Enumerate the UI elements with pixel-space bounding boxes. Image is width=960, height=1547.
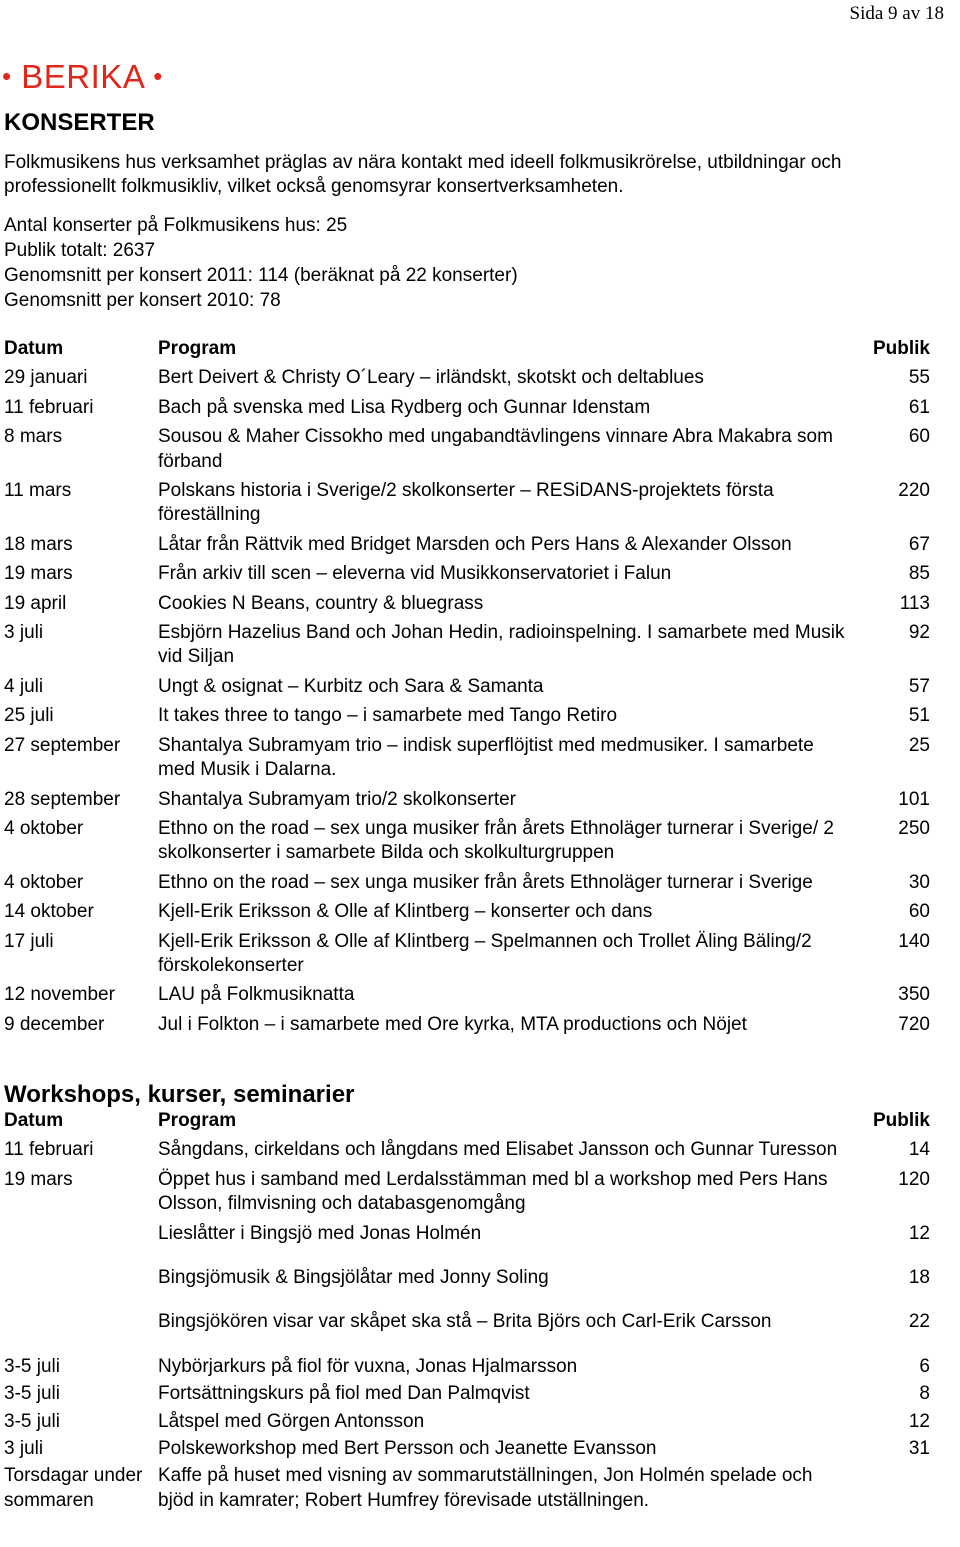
- table-row: [4, 1310, 930, 1354]
- table-row: [4, 1138, 930, 1167]
- table-row: [4, 900, 930, 929]
- row-date: 11 mars: [4, 480, 72, 502]
- row-audience: 60: [908, 426, 930, 448]
- row-date: [4, 1310, 158, 1354]
- row-date: 3-5 juli: [4, 1383, 60, 1405]
- row-date: 14 oktober: [4, 901, 94, 923]
- row-audience: 92: [908, 622, 930, 644]
- row-program: Jul i Folkton – i samarbete med Ore kyrka, MTA productions och Nöjet: [158, 1013, 747, 1035]
- row-audience: 720: [898, 1013, 930, 1035]
- column-header-program: Program: [158, 1110, 237, 1131]
- row-date: 3 juli: [4, 622, 44, 644]
- table-row: [4, 734, 930, 788]
- row-program: Ungt & osignat – Kurbitz och Sara & Samanta: [158, 675, 544, 697]
- table-row: [4, 788, 930, 817]
- row-audience: 57: [908, 675, 930, 697]
- table-row: [4, 1168, 930, 1222]
- row-audience: 67: [908, 533, 930, 555]
- row-program: Fortsättningskurs på fiol med Dan Palmqvist: [158, 1383, 530, 1405]
- row-program: Cookies N Beans, country & bluegrass: [158, 592, 484, 614]
- row-program: Låtspel med Görgen Antonsson: [158, 1410, 425, 1432]
- row-program: Polskans historia i Sverige/2 skolkonserter – RESiDANS-projektets första föreställning: [158, 480, 774, 526]
- concerts-table: [4, 337, 930, 1042]
- row-audience: 140: [898, 930, 930, 952]
- row-audience: 101: [898, 788, 930, 810]
- column-header-audience: Publik: [872, 338, 930, 359]
- column-header-program: Program: [158, 338, 237, 359]
- stats-list: [4, 213, 518, 313]
- row-audience: 120: [898, 1168, 930, 1190]
- row-program: Bingsjökören visar var skåpet ska stå – Brita Björs och Carl-Erik Carsson: [158, 1311, 772, 1333]
- row-program: Kaffe på huset med visning av sommarutställningen, Jon Holmén spelade och bjöd in kamrater; Robert Humfrey förevisade utställningen.: [158, 1465, 813, 1511]
- row-date: 18 mars: [4, 533, 73, 555]
- row-audience: 12: [908, 1222, 930, 1244]
- table-row: [4, 704, 930, 733]
- row-program: LAU på Folkmusiknatta: [158, 984, 355, 1006]
- row-audience: [850, 1464, 930, 1518]
- row-program: Kjell-Erik Eriksson & Olle af Klintberg – konserter och dans: [158, 901, 653, 923]
- table-row: [4, 871, 930, 900]
- column-header-audience: Publik: [872, 1110, 930, 1131]
- table-row: [4, 1013, 930, 1042]
- row-date: 19 mars: [4, 563, 73, 585]
- workshops-heading: Workshops, kurser, seminarier: [4, 1081, 355, 1108]
- row-audience: 220: [898, 480, 930, 502]
- row-program: Öppet hus i samband med Lerdalsstämman med bl a workshop med Pers Hans Olsson, filmvisning och databasgenomgång: [158, 1168, 828, 1215]
- row-audience: 14: [908, 1139, 930, 1161]
- bullet-icon: •: [153, 61, 163, 91]
- stat-line: Genomsnitt per konsert 2011: 114 (beräknat på 22 konserter): [4, 265, 518, 286]
- table-row: [4, 562, 930, 591]
- row-program: Ethno on the road – sex unga musiker från årets Ethnoläger turnerar i Sverige/ 2 skolkonserter i samarbete Bilda och skolkulturgruppen: [158, 817, 834, 864]
- stat-line: Genomsnitt per konsert 2010: 78: [4, 290, 281, 311]
- row-date: [4, 1266, 158, 1310]
- row-audience: 350: [898, 984, 930, 1006]
- row-program: Ethno on the road – sex unga musiker från årets Ethnoläger turnerar i Sverige: [158, 871, 813, 893]
- table-row: [4, 983, 930, 1012]
- row-audience: 30: [908, 871, 930, 893]
- row-audience: 51: [908, 705, 930, 727]
- section-brand-heading: [2, 58, 163, 96]
- row-date: 28 september: [4, 788, 121, 810]
- table-row: [4, 1464, 930, 1518]
- row-program: It takes three to tango – i samarbete med Tango Retiro: [158, 705, 618, 727]
- table-row: [4, 1222, 930, 1266]
- row-date: 3 juli: [4, 1438, 44, 1460]
- bullet-icon: •: [2, 61, 12, 91]
- row-program: Sångdans, cirkeldans och långdans med Elisabet Jansson och Gunnar Turesson: [158, 1139, 838, 1161]
- row-date: [4, 1222, 158, 1266]
- row-audience: 12: [908, 1410, 930, 1432]
- table-row: [4, 1355, 930, 1382]
- row-date: Torsdagar under sommaren: [4, 1465, 143, 1511]
- row-program: Kjell-Erik Eriksson & Olle af Klintberg – Spelmannen och Trollet Äling Bäling/2 förskolekonserter: [158, 930, 812, 976]
- row-program: Bert Deivert & Christy O´Leary – irländskt, skotskt och deltablues: [158, 367, 704, 389]
- brand-name: BERIKA: [21, 58, 144, 95]
- row-date: 4 oktober: [4, 817, 84, 839]
- row-date: 11 februari: [4, 1139, 94, 1161]
- column-header-date: Datum: [4, 1110, 64, 1131]
- row-program: Bach på svenska med Lisa Rydberg och Gunnar Idenstam: [158, 396, 651, 418]
- row-audience: 55: [908, 367, 930, 389]
- table-row: [4, 817, 930, 871]
- table-row: [4, 1410, 930, 1437]
- stat-line: Publik totalt: 2637: [4, 240, 156, 261]
- row-date: 19 mars: [4, 1168, 73, 1190]
- row-audience: 31: [908, 1438, 930, 1460]
- row-date: 4 oktober: [4, 871, 84, 893]
- row-audience: 250: [898, 817, 930, 839]
- row-program: Esbjörn Hazelius Band och Johan Hedin, radioinspelning. I samarbete med Musik vid Siljan: [158, 622, 845, 668]
- row-date: 27 september: [4, 734, 121, 756]
- konserter-heading: KONSERTER: [4, 109, 155, 136]
- row-audience: 8: [919, 1383, 930, 1405]
- row-audience: 22: [908, 1311, 930, 1333]
- workshops-table: [4, 1109, 930, 1518]
- stat-line: Antal konserter på Folkmusikens hus: 25: [4, 215, 348, 236]
- row-program: Polskeworkshop med Bert Persson och Jeanette Evansson: [158, 1438, 657, 1460]
- row-program: Shantalya Subramyam trio – indisk superflöjtist med medmusiker. I samarbete med Musik i Dalarna.: [158, 734, 814, 781]
- row-date: 12 november: [4, 984, 115, 1006]
- page-number: Sida 9 av 18: [849, 3, 944, 24]
- row-audience: 18: [908, 1267, 930, 1289]
- row-audience: 25: [908, 734, 930, 756]
- row-audience: 85: [908, 563, 930, 585]
- row-date: 8 mars: [4, 426, 63, 448]
- row-date: 4 juli: [4, 675, 44, 697]
- row-date: 9 december: [4, 1013, 105, 1035]
- row-program: Från arkiv till scen – eleverna vid Musikkonservatoriet i Falun: [158, 563, 672, 585]
- row-date: 19 april: [4, 592, 67, 614]
- table-row: [4, 675, 930, 704]
- intro-paragraph: Folkmusikens hus verksamhet präglas av nära kontakt med ideell folkmusikrörelse, utbildningar och professionellt folkmusikliv, vilket också genomsyrar konsertverksamheten.: [4, 152, 842, 197]
- row-date: 25 juli: [4, 705, 54, 727]
- row-program: Låtar från Rättvik med Bridget Marsden och Pers Hans & Alexander Olsson: [158, 533, 792, 555]
- row-date: 29 januari: [4, 367, 88, 389]
- row-program: Lieslåtter i Bingsjö med Jonas Holmén: [158, 1222, 482, 1244]
- row-program: Nybörjarkurs på fiol för vuxna, Jonas Hjalmarsson: [158, 1355, 578, 1377]
- table-row: [4, 425, 930, 479]
- table-row: [4, 592, 930, 621]
- row-date: 3-5 juli: [4, 1410, 60, 1432]
- row-audience: 60: [908, 901, 930, 923]
- table-row: [4, 396, 930, 425]
- table-row: [4, 621, 930, 675]
- table-row: [4, 1382, 930, 1409]
- table-header-row: [4, 1109, 930, 1138]
- row-date: 11 februari: [4, 396, 94, 418]
- row-date: 3-5 juli: [4, 1355, 60, 1377]
- table-row: [4, 366, 930, 395]
- table-row: [4, 533, 930, 562]
- table-header-row: [4, 337, 930, 366]
- row-audience: 113: [899, 592, 930, 614]
- row-audience: 61: [908, 396, 930, 418]
- row-date: 17 juli: [4, 930, 54, 952]
- column-header-date: Datum: [4, 338, 64, 359]
- table-row: [4, 1437, 930, 1464]
- table-row: [4, 479, 930, 533]
- row-program: Shantalya Subramyam trio/2 skolkonserter: [158, 788, 516, 810]
- row-audience: 6: [919, 1355, 930, 1377]
- row-program: Sousou & Maher Cissokho med ungabandtävlingens vinnare Abra Makabra som förband: [158, 426, 833, 472]
- row-program: Bingsjömusik & Bingsjölåtar med Jonny Soling: [158, 1267, 549, 1289]
- table-row: [4, 1266, 930, 1310]
- table-row: [4, 930, 930, 984]
